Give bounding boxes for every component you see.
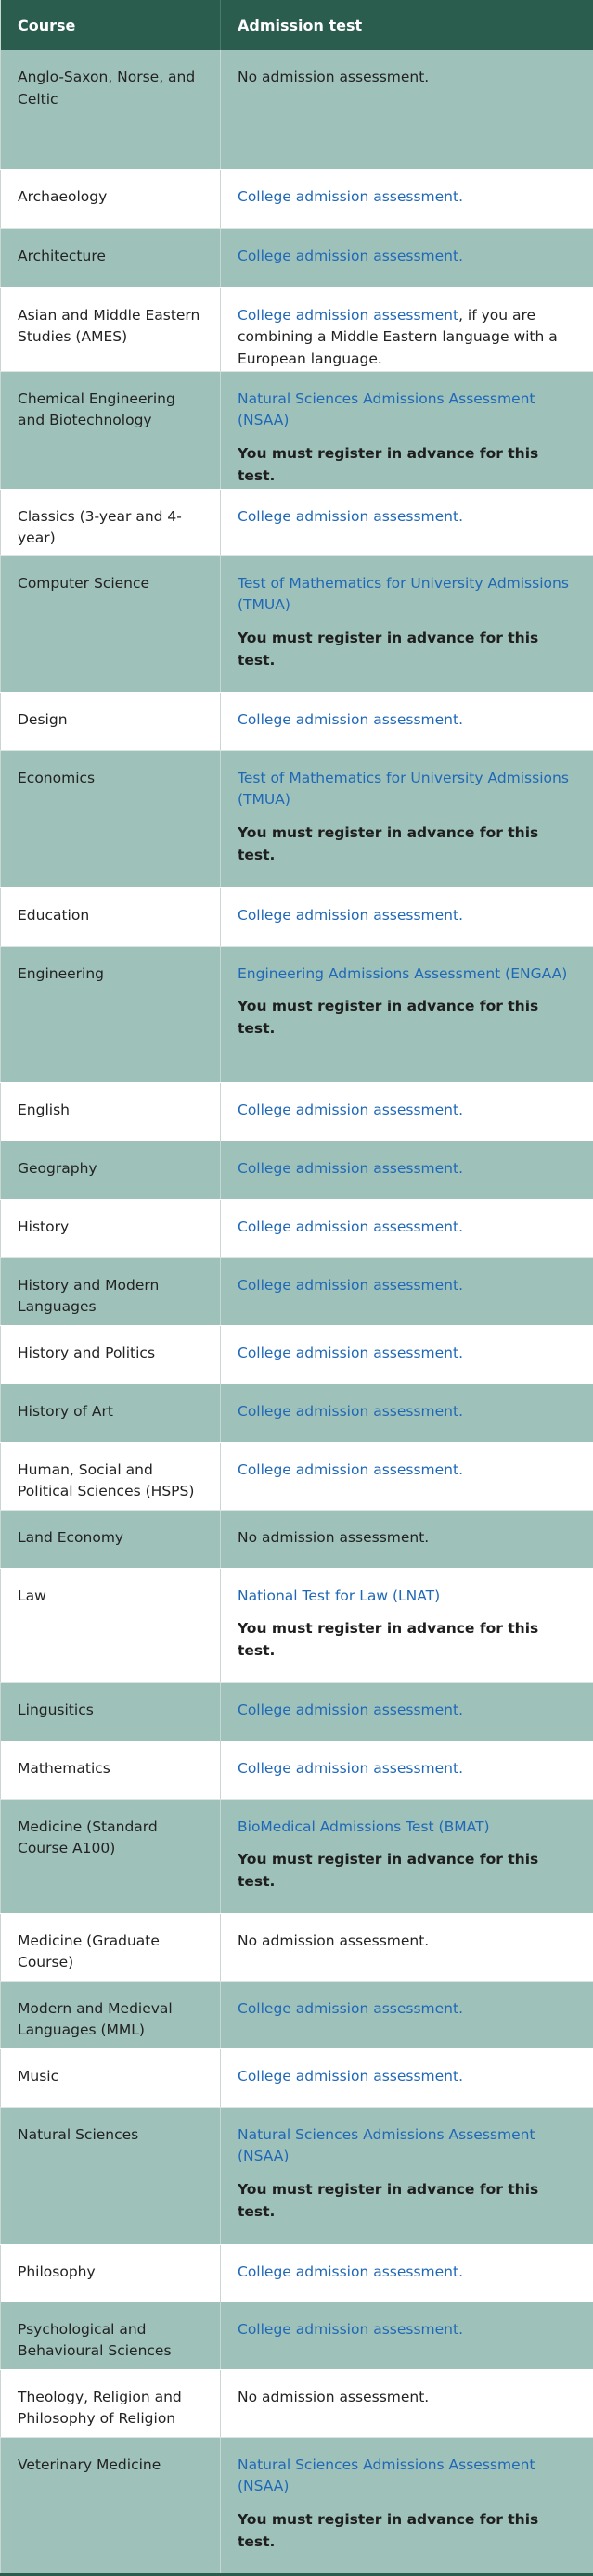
course-cell: Lingusitics — [1, 1682, 221, 1741]
table-row — [1, 2244, 593, 2302]
course-cell: Medicine (Graduate Course) — [1, 1913, 221, 1981]
admission-test-link[interactable]: Test of Mathematics for University Admissions (TMUA) — [238, 575, 569, 614]
table-row — [1, 228, 593, 287]
table-row — [1, 1199, 593, 1257]
course-column-header: Course — [1, 0, 221, 50]
admission-test-link[interactable]: BioMedical Admissions Test (BMAT) — [238, 1818, 490, 1835]
register-in-advance-note: You must register in advance for this test. — [238, 823, 576, 866]
table-row — [1, 887, 593, 946]
admission-test-cell — [221, 371, 593, 489]
admission-test-text: No admission assessment. — [238, 1932, 429, 1949]
admission-test-link[interactable]: College admission assessment. — [238, 907, 463, 924]
course-cell: Law — [1, 1568, 221, 1682]
admission-test-link[interactable]: College admission assessment. — [238, 1461, 463, 1478]
admission-test-cell — [221, 946, 593, 1082]
admission-test-link[interactable]: College admission assessment. — [238, 508, 463, 525]
register-in-advance-note: You must register in advance for this test. — [238, 628, 576, 671]
admission-test-cell — [221, 169, 593, 228]
table-row — [1, 1510, 593, 1568]
course-cell: Music — [1, 2048, 221, 2107]
table-row — [1, 2107, 593, 2244]
admission-test-cell — [221, 1568, 593, 1682]
table-row — [1, 1741, 593, 1799]
table-body — [1, 50, 593, 2574]
course-cell: English — [1, 1082, 221, 1141]
admission-test-cell — [221, 50, 593, 169]
table-row — [1, 2048, 593, 2107]
admission-test-link[interactable]: College admission assessment. — [238, 1160, 463, 1177]
course-cell: Classics (3-year and 4-year) — [1, 489, 221, 555]
admission-test-cell — [221, 2244, 593, 2302]
course-cell: Architecture — [1, 228, 221, 287]
admission-test-cell — [221, 1741, 593, 1799]
course-cell: Computer Science — [1, 555, 221, 692]
course-cell: Modern and Medieval Languages (MML) — [1, 1981, 221, 2048]
register-in-advance-note: You must register in advance for this test. — [238, 1618, 576, 1662]
admission-test-cell — [221, 489, 593, 555]
admission-test-link[interactable]: Natural Sciences Admissions Assessment (NSAA) — [238, 390, 535, 429]
course-cell: History — [1, 1199, 221, 1257]
course-cell: Economics — [1, 750, 221, 887]
admission-test-cell — [221, 287, 593, 371]
table-row — [1, 287, 593, 371]
course-cell: Asian and Middle Eastern Studies (AMES) — [1, 287, 221, 371]
admission-test-cell — [221, 1384, 593, 1442]
admission-test-cell — [221, 2302, 593, 2369]
admission-test-link[interactable]: College admission assessment. — [238, 1218, 463, 1235]
table-row — [1, 1799, 593, 1913]
admission-test-cell — [221, 1141, 593, 1199]
course-cell: Archaeology — [1, 169, 221, 228]
table-row — [1, 750, 593, 887]
table-row — [1, 1981, 593, 2048]
register-in-advance-note: You must register in advance for this test. — [238, 996, 576, 1039]
admission-test-cell — [221, 1981, 593, 2048]
admission-test-cell — [221, 750, 593, 887]
table-header-row — [1, 0, 593, 50]
course-cell: Theology, Religion and Philosophy of Religion — [1, 2369, 221, 2437]
admission-test-column-header: Admission test — [221, 0, 593, 50]
admission-test-link[interactable]: College admission assessment. — [238, 2321, 463, 2338]
admission-test-cell — [221, 692, 593, 750]
admission-test-link[interactable]: College admission assessment. — [238, 1277, 463, 1294]
course-cell: Human, Social and Political Sciences (HSPS) — [1, 1442, 221, 1510]
admission-test-link[interactable]: College admission assessment. — [238, 711, 463, 728]
course-cell: Medicine (Standard Course A100) — [1, 1799, 221, 1913]
admission-test-text: No admission assessment. — [238, 1529, 429, 1546]
admission-test-link[interactable]: Test of Mathematics for University Admissions (TMUA) — [238, 770, 569, 809]
table-row — [1, 1568, 593, 1682]
table-row — [1, 1384, 593, 1442]
admission-test-text: No admission assessment. — [238, 2389, 429, 2405]
admission-test-cell — [221, 887, 593, 946]
course-cell: Anglo-Saxon, Norse, and Celtic — [1, 50, 221, 169]
admission-test-link[interactable]: College admission assessment. — [238, 1403, 463, 1420]
admission-test-link[interactable]: College admission assessment. — [238, 2000, 463, 2017]
admission-test-link[interactable]: College admission assessment. — [238, 188, 463, 205]
table-row — [1, 2369, 593, 2437]
admission-test-link[interactable]: Natural Sciences Admissions Assessment (NSAA) — [238, 2456, 535, 2495]
admission-test-cell — [221, 1682, 593, 1741]
table-row — [1, 169, 593, 228]
admission-test-text: No admission assessment. — [238, 69, 429, 85]
table-row — [1, 2302, 593, 2369]
register-in-advance-note: You must register in advance for this test. — [238, 443, 576, 487]
course-cell: History of Art — [1, 1384, 221, 1442]
table-row — [1, 1141, 593, 1199]
admission-test-cell — [221, 1510, 593, 1568]
admission-test-link[interactable]: Engineering Admissions Assessment (ENGAA) — [238, 965, 567, 982]
course-cell: Land Economy — [1, 1510, 221, 1568]
admission-test-cell — [221, 228, 593, 287]
admission-test-link[interactable]: College admission assessment. — [238, 248, 463, 264]
table-row — [1, 1082, 593, 1141]
table-row — [1, 555, 593, 692]
admission-test-cell — [221, 555, 593, 692]
admission-test-link[interactable]: College admission assessment. — [238, 1702, 463, 1718]
course-cell: History and Politics — [1, 1325, 221, 1384]
table-row — [1, 1442, 593, 1510]
admission-test-cell — [221, 1257, 593, 1325]
admission-test-cell — [221, 1082, 593, 1141]
admission-test-cell — [221, 2369, 593, 2437]
admission-test-link[interactable]: College admission assessment. — [238, 2264, 463, 2280]
admission-test-link[interactable]: College admission assessment. — [238, 1345, 463, 1361]
course-cell: Mathematics — [1, 1741, 221, 1799]
admission-test-cell — [221, 1199, 593, 1257]
course-cell: Philosophy — [1, 2244, 221, 2302]
table-row — [1, 692, 593, 750]
table-row — [1, 489, 593, 555]
admission-test-link[interactable]: College admission assessment. — [238, 1760, 463, 1777]
course-cell: Design — [1, 692, 221, 750]
admission-test-cell — [221, 1325, 593, 1384]
table-row — [1, 371, 593, 489]
table-row — [1, 1325, 593, 1384]
admission-test-link[interactable]: National Test for Law (LNAT) — [238, 1588, 440, 1604]
course-cell: Education — [1, 887, 221, 946]
admission-test-cell — [221, 1442, 593, 1510]
table-row — [1, 50, 593, 169]
table-row — [1, 946, 593, 1082]
table-row — [1, 1257, 593, 1325]
register-in-advance-note: You must register in advance for this test. — [238, 2179, 576, 2223]
register-in-advance-note: You must register in advance for this test. — [238, 1849, 576, 1893]
table-row — [1, 1682, 593, 1741]
admission-test-cell — [221, 2107, 593, 2244]
course-cell: Geography — [1, 1141, 221, 1199]
table-row — [1, 2437, 593, 2574]
admission-test-cell — [221, 2437, 593, 2574]
course-cell: Natural Sciences — [1, 2107, 221, 2244]
admission-test-link[interactable]: Natural Sciences Admissions Assessment (NSAA) — [238, 2126, 535, 2165]
admission-test-link[interactable]: College admission assessment — [238, 307, 458, 324]
table-row — [1, 1913, 593, 1981]
course-cell: History and Modern Languages — [1, 1257, 221, 1325]
course-cell: Chemical Engineering and Biotechnology — [1, 371, 221, 489]
admission-test-suffix: , if you are combining a Middle Eastern language with a European language. — [238, 307, 558, 367]
register-in-advance-note: You must register in advance for this test. — [238, 2509, 576, 2553]
admission-test-link[interactable]: College admission assessment. — [238, 1102, 463, 1118]
admission-test-cell — [221, 1913, 593, 1981]
course-cell: Psychological and Behavioural Sciences — [1, 2302, 221, 2369]
admission-test-cell — [221, 2048, 593, 2107]
admission-test-link[interactable]: College admission assessment. — [238, 2068, 463, 2085]
course-cell: Engineering — [1, 946, 221, 1082]
admission-test-cell — [221, 1799, 593, 1913]
course-cell: Veterinary Medicine — [1, 2437, 221, 2574]
